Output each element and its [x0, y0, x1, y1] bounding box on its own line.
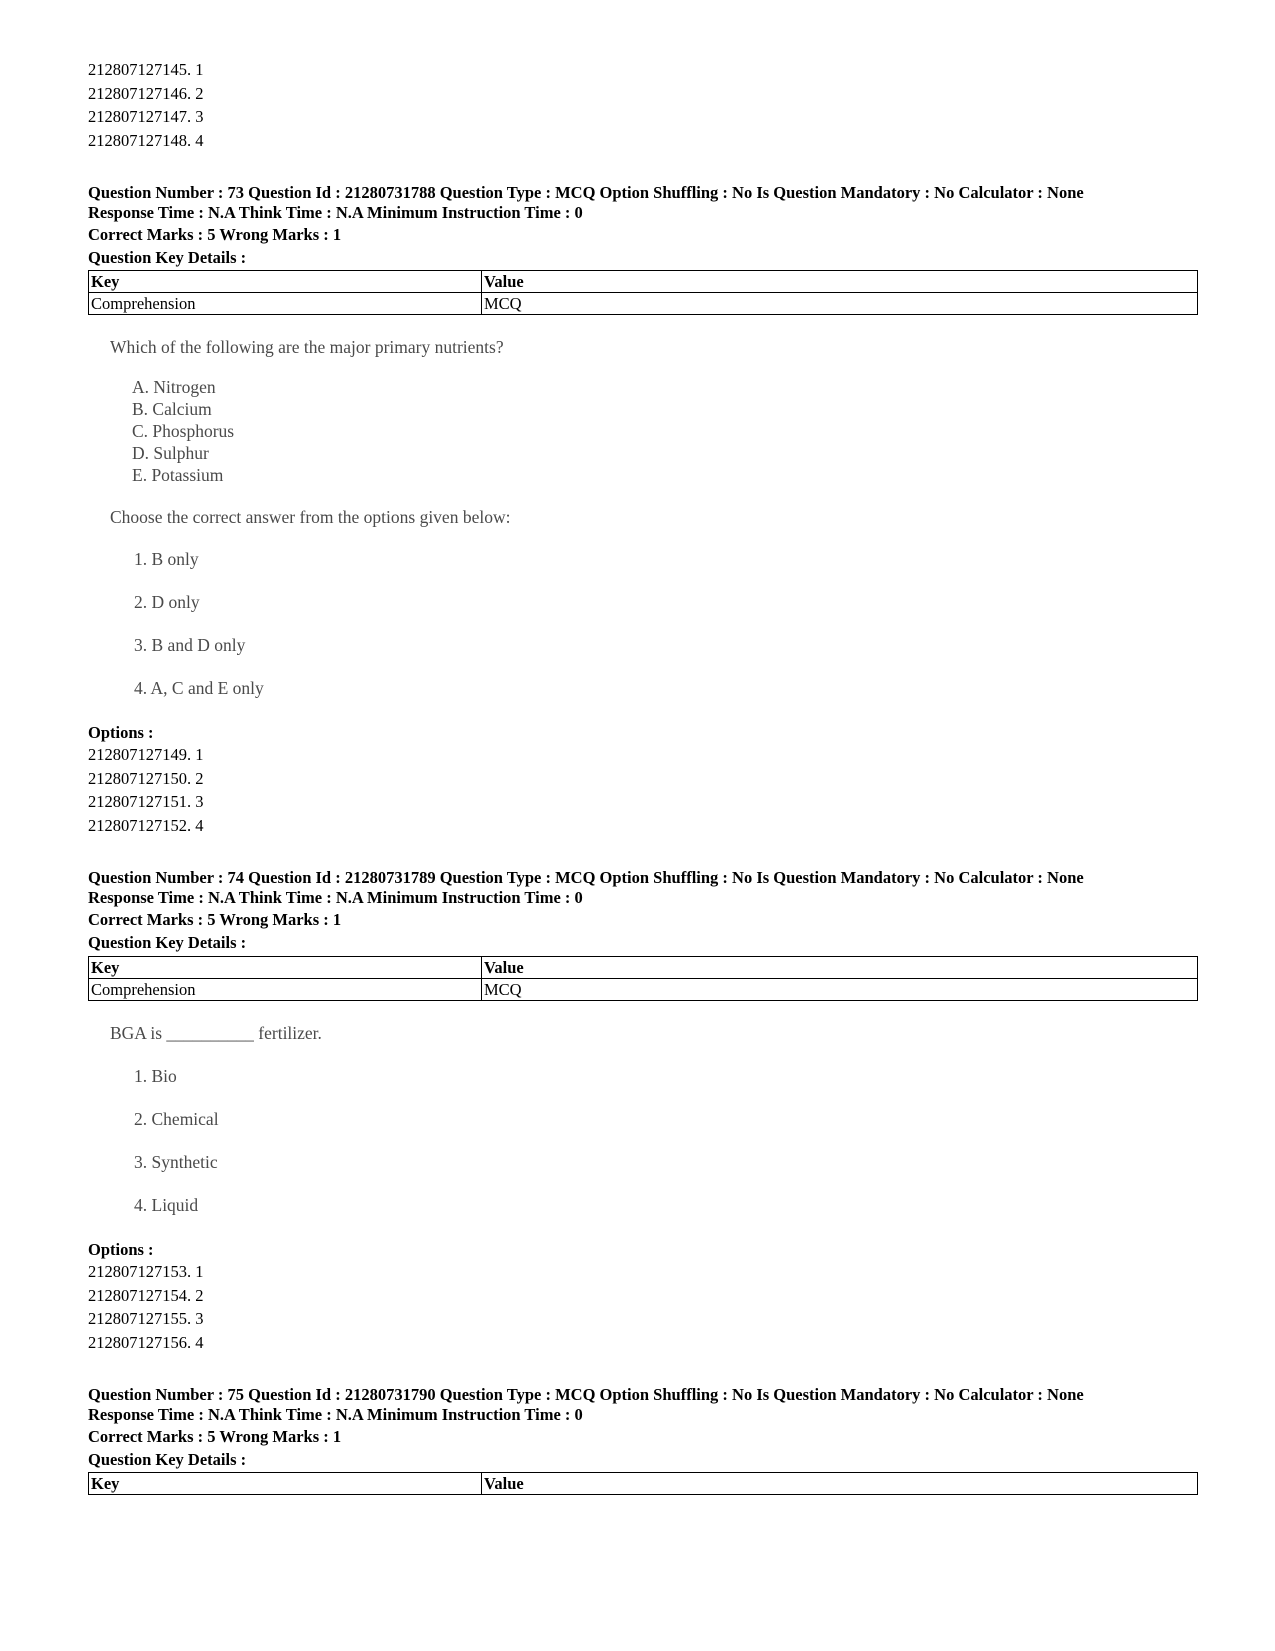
answer-choice: 4. Liquid [134, 1195, 199, 1215]
answer-choice: 3. Synthetic [134, 1152, 218, 1172]
answer-choice: 2. D only [134, 592, 200, 612]
value-header: Value [482, 1473, 1198, 1495]
question-73-options-label: Options : [88, 723, 154, 742]
statement-item: B. Calcium [132, 399, 212, 419]
question-timing-line: Response Time : N.A Think Time : N.A Minimum Instruction Time : 0 [88, 202, 583, 222]
table-row [89, 979, 1198, 1001]
key-header: Key [89, 271, 482, 293]
key-header: Key [89, 1473, 482, 1495]
question-73-marks: Correct Marks : 5 Wrong Marks : 1 [88, 225, 342, 244]
question-instruction: Choose the correct answer from the options given below: [110, 507, 511, 527]
value-cell: MCQ [482, 979, 1198, 1001]
value-cell: MCQ [482, 293, 1198, 315]
answer-choice: 3. B and D only [134, 635, 246, 655]
question-meta-line: Question Number : 75 Question Id : 21280731790 Question Type : MCQ Option Shuffling : No Is Question Mandatory : No Calculator : None [88, 1385, 1084, 1404]
answer-choice: 2. Chemical [134, 1109, 219, 1129]
question-stem: BGA is __________ fertilizer. [110, 1023, 322, 1043]
option-line: 212807127151. 3 [88, 792, 204, 811]
question-meta-line: Question Number : 74 Question Id : 21280731789 Question Type : MCQ Option Shuffling : No Is Question Mandatory : No Calculator : None [88, 868, 1084, 887]
question-meta-line: Question Number : 73 Question Id : 21280731788 Question Type : MCQ Option Shuffling : No Is Question Mandatory : No Calculator : None [88, 183, 1084, 202]
statement-item: E. Potassium [132, 465, 224, 485]
previous-options-list [88, 58, 204, 152]
question-75-key-table [88, 1472, 1198, 1495]
question-74-image [110, 1022, 630, 1227]
value-header: Value [482, 957, 1198, 979]
option-line: 212807127155. 3 [88, 1309, 204, 1328]
question-73-image [110, 335, 630, 715]
question-73-options-list [88, 743, 204, 837]
table-row [89, 293, 1198, 315]
key-cell: Comprehension [89, 979, 482, 1001]
value-header: Value [482, 271, 1198, 293]
question-74-key-table [88, 956, 1198, 1001]
question-74-options-list [88, 1260, 204, 1354]
question-75-header [88, 1385, 1084, 1424]
table-header-row [89, 957, 1198, 979]
answer-choice: 4. A, C and E only [134, 678, 264, 698]
statement-item: A. Nitrogen [132, 377, 216, 397]
question-74-options-label: Options : [88, 1240, 154, 1259]
question-73-key-details-label: Question Key Details : [88, 248, 247, 267]
statement-item: C. Phosphorus [132, 421, 235, 441]
key-cell: Comprehension [89, 293, 482, 315]
question-75-key-details-label: Question Key Details : [88, 1450, 247, 1469]
question-74-header [88, 868, 1084, 907]
question-timing-line: Response Time : N.A Think Time : N.A Minimum Instruction Time : 0 [88, 887, 583, 907]
key-header: Key [89, 957, 482, 979]
option-line: 212807127156. 4 [88, 1332, 204, 1352]
option-line: 212807127148. 4 [88, 130, 204, 150]
question-74-key-details-label: Question Key Details : [88, 933, 247, 952]
option-line: 212807127145. 1 [88, 60, 204, 79]
option-line: 212807127149. 1 [88, 745, 204, 764]
table-header-row [89, 1473, 1198, 1495]
question-74-marks: Correct Marks : 5 Wrong Marks : 1 [88, 910, 342, 929]
statement-item: D. Sulphur [132, 443, 209, 463]
answer-choice: 1. B only [134, 549, 199, 569]
option-line: 212807127152. 4 [88, 815, 204, 835]
question-stem: Which of the following are the major primary nutrients? [110, 337, 504, 357]
question-75-marks: Correct Marks : 5 Wrong Marks : 1 [88, 1427, 342, 1446]
option-line: 212807127150. 2 [88, 768, 204, 788]
option-line: 212807127147. 3 [88, 107, 204, 126]
option-line: 212807127154. 2 [88, 1285, 204, 1305]
question-73-header [88, 183, 1084, 222]
option-line: 212807127146. 2 [88, 83, 204, 103]
option-line: 212807127153. 1 [88, 1262, 204, 1281]
question-73-key-table [88, 270, 1198, 315]
table-header-row [89, 271, 1198, 293]
question-timing-line: Response Time : N.A Think Time : N.A Minimum Instruction Time : 0 [88, 1404, 583, 1424]
answer-choice: 1. Bio [134, 1066, 177, 1086]
